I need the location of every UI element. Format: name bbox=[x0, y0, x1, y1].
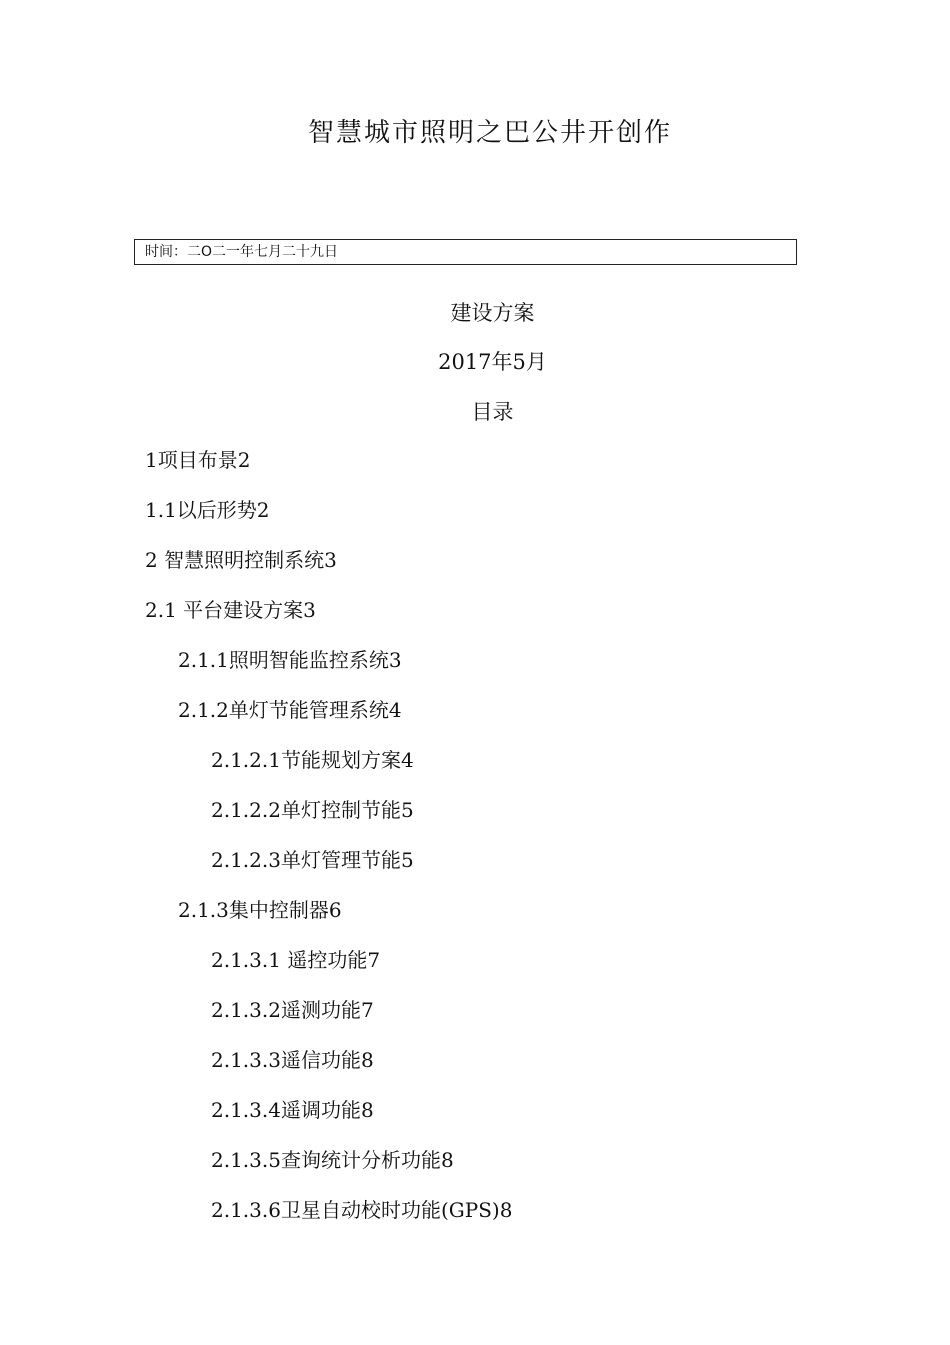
toc-item[interactable]: 2.1.3.3遥信功能8 bbox=[211, 1048, 374, 1072]
toc-item[interactable]: 2.1.1照明智能监控系统3 bbox=[178, 648, 402, 672]
toc-item[interactable]: 2.1.3.1 遥控功能7 bbox=[211, 948, 381, 972]
toc-item[interactable]: 2.1.2.1节能规划方案4 bbox=[211, 748, 414, 772]
toc-item[interactable]: 2 智慧照明控制系统3 bbox=[145, 548, 337, 572]
toc-item[interactable]: 2.1.3.2遥测功能7 bbox=[211, 998, 374, 1022]
document-title: 智慧城市照明之巴公井开创作 bbox=[307, 118, 672, 148]
toc-item[interactable]: 2.1.3.4遥调功能8 bbox=[211, 1098, 374, 1122]
toc-item[interactable]: 2.1.3.5查询统计分析功能8 bbox=[211, 1148, 454, 1172]
toc-heading: 目录 bbox=[471, 400, 514, 424]
toc-item[interactable]: 1.1以后形势2 bbox=[145, 498, 270, 522]
document-date: 2017年5月 bbox=[438, 350, 547, 374]
toc-item[interactable]: 1项目布景2 bbox=[145, 448, 251, 472]
toc-item[interactable]: 2.1.2.2单灯控制节能5 bbox=[211, 798, 414, 822]
toc-item[interactable]: 2.1 平台建设方案3 bbox=[145, 598, 316, 622]
toc-item[interactable]: 2.1.2.3单灯管理节能5 bbox=[211, 848, 414, 872]
toc-item[interactable]: 2.1.3.6卫星自动校时功能(GPS)8 bbox=[211, 1198, 513, 1222]
toc-item[interactable]: 2.1.3集中控制器6 bbox=[178, 898, 342, 922]
date-line-box: 时间：二O二一年七月二十九日 bbox=[134, 239, 797, 265]
document-subtitle: 建设方案 bbox=[450, 301, 535, 325]
toc-item[interactable]: 2.1.2单灯节能管理系统4 bbox=[178, 698, 402, 722]
